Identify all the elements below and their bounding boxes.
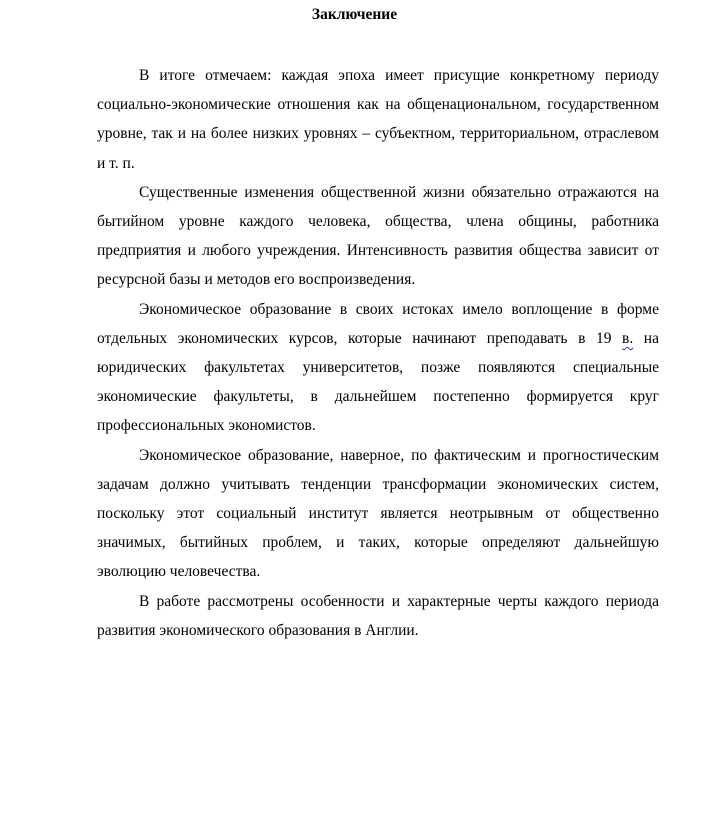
- document-body: [97, 61, 659, 645]
- paragraph-3: [97, 295, 659, 441]
- paragraph-5: В работе рассмотрены особенности и характерные черты каждого периода развития экономического образования в Англии.: [97, 592, 659, 639]
- paragraph-3-text-after: на юридических факультетах университетов, позже появляются специальные экономические факультеты, в дальнейшем постепенно формируется круг профессиональных экономистов.: [97, 329, 659, 435]
- paragraph-3-text-before: Экономическое образование в своих истоках имело воплощение в форме отдельных экономических курсов, которые начинают преподавать в 19: [97, 300, 659, 347]
- page-title: Заключение: [311, 6, 398, 23]
- spellcheck-flagged-word: в.: [622, 329, 634, 347]
- paragraph-4: Экономическое образование, наверное, по фактическим и прогностическим задачам должно учитывать тенденции трансформации экономических систем, поскольку этот социальный институт является неотрывным от общественно значимых, бытийных проблем, и таких, которые определяют дальнейшую эволюцию человечества.: [97, 446, 659, 581]
- paragraph-1: В итоге отмечаем: каждая эпоха имеет присущие конкретному периоду социально-экономические отношения как на общенациональном, государственном уровне, так и на более низких уровнях – субъектном, территориальном, отраслевом и т. п.: [97, 67, 659, 172]
- paragraph-2: Существенные изменения общественной жизни обязательно отражаются на бытийном уровне каждого человека, общества, члена общины, работника предприятия и любого учреждения. Интенсивность развития общества зависит от ресурсной базы и методов его воспроизведения.: [97, 183, 659, 289]
